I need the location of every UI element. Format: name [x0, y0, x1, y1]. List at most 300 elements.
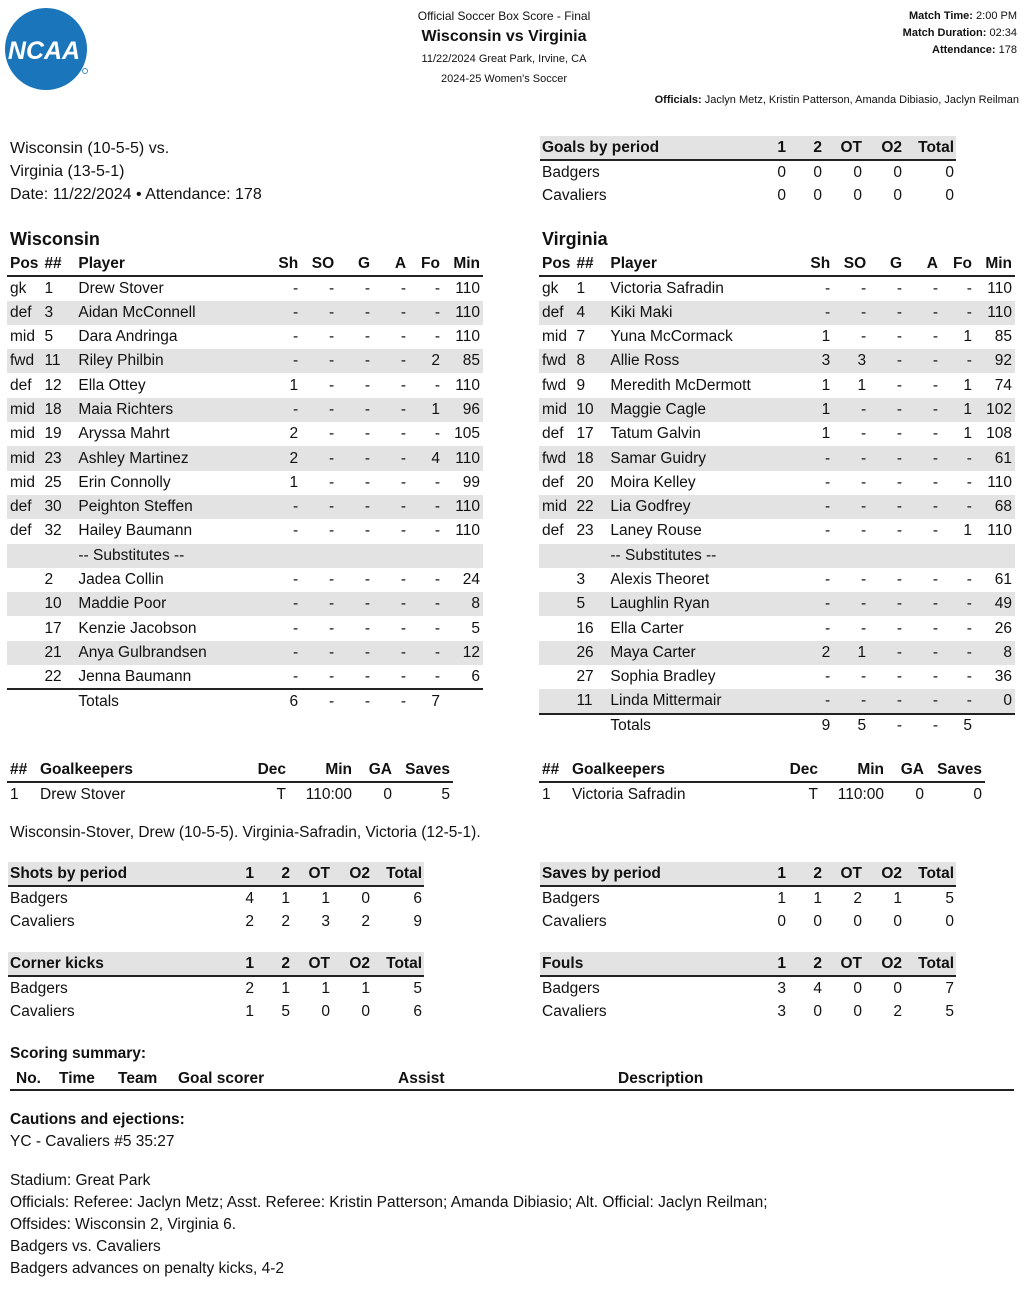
stat-g: -	[337, 495, 373, 519]
total-sh: 6	[261, 689, 301, 713]
period-value: 0	[945, 187, 954, 204]
stat-fo: -	[966, 571, 972, 588]
stat-so: -	[860, 668, 867, 686]
stat-min: 68	[975, 495, 1015, 519]
period-value: 2	[853, 889, 862, 907]
player-name: Laughlin Ryan	[607, 592, 793, 616]
saves-by-period	[540, 862, 956, 934]
stat-g: -	[337, 641, 373, 665]
period-col-2: 2	[256, 862, 292, 886]
stat-g: -	[364, 473, 371, 491]
period-value: 3	[777, 1003, 786, 1020]
gk-dec: T	[808, 785, 818, 803]
period-row-cavaliers	[540, 910, 956, 934]
period-value: 2	[893, 1003, 902, 1020]
gk-min: 110:00	[305, 785, 352, 803]
period-value: 6	[413, 889, 422, 907]
stat-g: -	[364, 376, 371, 394]
period-row-badgers	[540, 886, 956, 910]
period-col-total: Total	[904, 952, 956, 976]
col-goal-scorer: Goal scorer	[178, 1070, 265, 1087]
player-row	[539, 689, 1015, 713]
matchup-home: Wisconsin (10-5-5) vs.	[10, 140, 170, 157]
pos: def	[10, 376, 32, 394]
total-sh: 9	[793, 714, 833, 738]
col-min: Min	[975, 252, 1015, 276]
stat-fo: -	[409, 592, 443, 616]
player-name: Sophia Bradley	[610, 668, 716, 686]
stat-fo: -	[434, 328, 440, 346]
stat-a: -	[932, 425, 938, 443]
stat-g: -	[364, 571, 371, 588]
stat-fo: -	[941, 592, 975, 616]
stat-min: 26	[994, 619, 1012, 637]
stat-a: -	[373, 641, 409, 665]
player-name: Victoria Safradin	[610, 279, 724, 297]
goals-by-period	[540, 136, 956, 208]
player-row	[7, 349, 483, 373]
period-value: 0	[361, 1003, 370, 1020]
period-value: 1	[321, 889, 330, 907]
pos: fwd	[539, 349, 573, 373]
gk-col-ga: GA	[355, 758, 395, 782]
stat-sh: -	[793, 689, 833, 713]
fouls	[540, 952, 956, 1024]
stat-a: -	[373, 398, 409, 422]
period-col-o2: O2	[864, 952, 904, 976]
total-so: 5	[833, 714, 869, 738]
stat-fo: -	[941, 495, 975, 519]
stat-sh: -	[293, 279, 299, 297]
player-row	[7, 616, 483, 640]
stat-a: -	[400, 473, 407, 491]
stat-min: 85	[443, 349, 483, 373]
period-col-total: Total	[372, 862, 424, 886]
period-value: 0	[853, 1003, 862, 1020]
period-col-2: 2	[788, 952, 824, 976]
stat-sh: -	[261, 641, 301, 665]
stat-fo: 1	[941, 398, 975, 422]
stat-so: -	[328, 619, 335, 637]
stat-sh: -	[793, 446, 833, 470]
period-value: 0	[813, 913, 822, 930]
player-name: Yuna McCormack	[610, 328, 733, 346]
jersey-number: 3	[576, 571, 586, 588]
jersey-number: 32	[44, 522, 62, 540]
period-value: 3	[321, 913, 330, 930]
stat-min: 74	[994, 376, 1012, 394]
jersey-number: 2	[44, 571, 54, 588]
player-name: Kiki Maki	[607, 301, 793, 325]
player-name: Aryssa Mahrt	[78, 425, 170, 443]
jersey-number: 19	[44, 425, 62, 443]
stat-min: 110	[455, 376, 480, 394]
goalkeeper-row	[539, 782, 985, 806]
stat-a: -	[932, 619, 938, 637]
stat-sh: -	[793, 592, 833, 616]
period-table-title: Shots by period	[8, 862, 230, 886]
col-so: SO	[833, 252, 869, 276]
period-row-cavaliers	[540, 1000, 956, 1024]
period-value: 4	[245, 889, 254, 907]
period-col-ot: OT	[292, 862, 332, 886]
stat-a: -	[932, 473, 938, 491]
period-col-ot: OT	[292, 952, 332, 976]
stat-fo: -	[409, 641, 443, 665]
period-value: 1	[813, 889, 822, 907]
total-fo: 5	[941, 714, 975, 738]
stat-fo: -	[966, 619, 972, 637]
gk-col-saves: Saves	[395, 758, 453, 782]
col-description: Description	[618, 1070, 704, 1087]
period-col-1: 1	[762, 952, 788, 976]
pos: mid	[10, 328, 35, 346]
box-header-row	[539, 252, 1015, 276]
period-table-title: Saves by period	[540, 862, 762, 886]
stat-min: 36	[994, 668, 1012, 686]
stat-a: -	[400, 522, 407, 540]
corner-kicks	[8, 952, 424, 1024]
stat-so: 1	[833, 641, 869, 665]
substitutes-divider	[7, 544, 483, 568]
player-row	[7, 495, 483, 519]
substitutes-label: -- Substitutes --	[607, 544, 1015, 568]
stat-min: 110	[987, 279, 1012, 297]
period-value: 0	[893, 163, 902, 181]
stat-a: -	[932, 279, 938, 297]
stat-sh: -	[825, 473, 831, 491]
pos: fwd	[539, 446, 573, 470]
stat-so: -	[860, 425, 867, 443]
player-name: Maya Carter	[607, 641, 793, 665]
stat-a: -	[400, 619, 407, 637]
period-value: 9	[413, 913, 422, 930]
pos: mid	[539, 398, 573, 422]
period-col-total: Total	[904, 136, 956, 160]
period-col-1: 1	[762, 136, 788, 160]
stat-sh: 1	[821, 376, 831, 394]
stat-so: -	[328, 667, 335, 685]
player-row	[7, 276, 483, 300]
team-name: Cavaliers	[10, 913, 75, 930]
player-name: Maddie Poor	[75, 592, 261, 616]
period-col-1: 1	[230, 952, 256, 976]
scoring-summary-title: Scoring summary:	[10, 1045, 147, 1062]
stat-g: -	[869, 398, 905, 422]
gk-name: Victoria Safradin	[572, 785, 686, 803]
jersey-number: 23	[41, 446, 75, 470]
officials-header: Officials: Jaclyn Metz, Kristin Patterson, Amanda Dibiasio, Jaclyn Reilman	[654, 94, 1019, 106]
stat-a: -	[932, 376, 938, 394]
stat-so: -	[860, 279, 867, 297]
gk-col-num: ##	[7, 758, 37, 782]
stat-g: -	[896, 522, 903, 540]
stat-g: -	[337, 398, 373, 422]
jersey-number: 18	[41, 398, 75, 422]
stat-min: 110	[987, 473, 1012, 491]
stat-g: -	[869, 689, 905, 713]
player-row	[7, 641, 483, 665]
stat-min: 102	[975, 398, 1015, 422]
logo-text: NCAA	[7, 37, 81, 65]
stat-fo: -	[434, 279, 440, 297]
period-value: 4	[813, 979, 822, 997]
period-row-cavaliers	[540, 184, 956, 208]
stat-so: -	[833, 446, 869, 470]
col-pos: Pos	[7, 252, 41, 276]
period-value: 0	[777, 913, 786, 930]
period-value: 6	[413, 1003, 422, 1020]
stat-so: -	[301, 592, 337, 616]
totals-label: Totals	[607, 714, 793, 738]
team-name: Badgers	[542, 163, 600, 181]
team-name: Cavaliers	[542, 913, 607, 930]
period-col-ot: OT	[824, 862, 864, 886]
matchup-away: Virginia (13-5-1)	[10, 163, 125, 180]
match-duration: Match Duration: 02:34	[902, 27, 1017, 39]
gk-ga: 0	[383, 785, 392, 803]
away-box-score	[539, 252, 1015, 738]
pos: def	[7, 495, 41, 519]
gk-col-ga: GA	[887, 758, 927, 782]
stat-min: 110	[443, 495, 483, 519]
stat-a: -	[400, 328, 407, 346]
jersey-number: 11	[573, 689, 607, 713]
stat-a: -	[905, 301, 941, 325]
stat-so: -	[860, 522, 867, 540]
col-sh: Sh	[793, 252, 833, 276]
stat-sh: -	[261, 592, 301, 616]
stat-sh: -	[793, 301, 833, 325]
stat-sh: -	[293, 522, 299, 540]
player-row	[539, 665, 1015, 689]
period-value: 1	[777, 889, 786, 907]
period-col-2: 2	[788, 862, 824, 886]
player-row	[539, 641, 1015, 665]
period-value: 7	[945, 979, 954, 997]
stat-sh: -	[261, 495, 301, 519]
stat-min: 110	[987, 522, 1012, 540]
period-col-o2: O2	[332, 862, 372, 886]
caution-item: YC - Cavaliers #5 35:27	[10, 1133, 175, 1150]
jersey-number: 20	[576, 473, 594, 491]
stat-so: -	[860, 473, 867, 491]
stat-sh: -	[825, 522, 831, 540]
stat-sh: -	[261, 398, 301, 422]
stat-sh: -	[825, 279, 831, 297]
pos: def	[542, 473, 564, 491]
stat-min: 110	[455, 328, 480, 346]
player-name: Allie Ross	[607, 349, 793, 373]
stat-a: -	[373, 495, 409, 519]
pos: def	[7, 301, 41, 325]
period-value: 1	[245, 1003, 254, 1020]
stat-sh: -	[825, 668, 831, 686]
gk-header-row	[539, 758, 985, 782]
pos: mid	[10, 425, 35, 443]
stat-so: -	[860, 571, 867, 588]
player-name: Laney Rouse	[610, 522, 702, 540]
col-g: G	[337, 252, 373, 276]
substitutes-divider	[539, 544, 1015, 568]
stat-sh: -	[261, 301, 301, 325]
team-name: Badgers	[10, 979, 68, 997]
stat-fo: -	[434, 571, 440, 588]
stat-fo: -	[941, 349, 975, 373]
stat-sh: 1	[289, 473, 299, 491]
period-value: 5	[281, 1003, 290, 1020]
player-name: Ashley Martinez	[75, 446, 261, 470]
period-value: 2	[361, 913, 370, 930]
period-col-o2: O2	[864, 136, 904, 160]
stat-so: -	[328, 425, 335, 443]
stat-fo: -	[434, 376, 440, 394]
pos: mid	[539, 495, 573, 519]
pos	[7, 616, 41, 640]
stat-fo: -	[941, 446, 975, 470]
player-row	[7, 422, 483, 446]
stat-g: -	[337, 592, 373, 616]
stat-g: -	[869, 641, 905, 665]
player-name: Lia Godfrey	[607, 495, 793, 519]
player-name: Tatum Galvin	[610, 425, 701, 443]
stat-min: 110	[975, 301, 1015, 325]
player-name: Erin Connolly	[78, 473, 171, 491]
stat-min: 110	[443, 446, 483, 470]
period-row-badgers	[8, 886, 424, 910]
period-value: 0	[813, 187, 822, 204]
pos: gk	[542, 279, 559, 297]
attendance: Attendance: 178	[932, 44, 1017, 56]
period-value: 0	[321, 1003, 330, 1020]
jersey-number: 1	[44, 279, 54, 297]
stat-a: -	[905, 592, 941, 616]
pos: mid	[10, 473, 35, 491]
stat-min: 108	[986, 425, 1012, 443]
stat-fo: 1	[963, 522, 972, 540]
period-col-ot: OT	[824, 952, 864, 976]
player-row	[7, 471, 483, 495]
cautions-title: Cautions and ejections:	[10, 1111, 185, 1128]
period-header-row	[540, 862, 956, 886]
player-row	[539, 301, 1015, 325]
period-value: 0	[361, 889, 370, 907]
stat-g: -	[896, 619, 903, 637]
match-info	[903, 8, 1017, 59]
stat-sh: -	[793, 495, 833, 519]
col-min: Min	[443, 252, 483, 276]
period-col-ot: OT	[824, 136, 864, 160]
period-value: 2	[245, 979, 254, 997]
total-a: -	[905, 714, 941, 738]
stat-g: -	[896, 571, 903, 588]
stat-fo: 2	[409, 349, 443, 373]
match-time: Match Time: 2:00 PM	[908, 10, 1017, 22]
stat-a: -	[932, 571, 938, 588]
jersey-number: 7	[576, 328, 586, 346]
pos: fwd	[7, 349, 41, 373]
period-value: 0	[893, 979, 902, 997]
pos	[539, 616, 573, 640]
period-header-row	[540, 136, 956, 160]
stat-a: -	[373, 592, 409, 616]
stat-g: -	[337, 446, 373, 470]
player-name: Jenna Baumann	[78, 667, 192, 685]
total-so: -	[301, 689, 337, 713]
totals-label: Totals	[75, 689, 261, 713]
period-value: 2	[245, 913, 254, 930]
stat-min: 105	[454, 425, 480, 443]
away-goalkeepers	[539, 758, 985, 806]
pos: mid	[542, 328, 567, 346]
player-row	[539, 349, 1015, 373]
stat-a: -	[400, 425, 407, 443]
jersey-number: 5	[573, 592, 607, 616]
jersey-number: 10	[41, 592, 75, 616]
stat-sh: 1	[821, 328, 831, 346]
stat-a: -	[400, 376, 407, 394]
away-team-title: Virginia	[542, 229, 608, 249]
col-time: Time	[59, 1070, 95, 1087]
gk-col-goalkeepers: Goalkeepers	[37, 758, 237, 782]
stat-sh: -	[293, 328, 299, 346]
stat-g: -	[869, 446, 905, 470]
period-value: 0	[945, 913, 954, 930]
player-row	[7, 519, 483, 543]
stat-g: -	[896, 425, 903, 443]
jersey-number: 22	[44, 667, 62, 685]
player-name: Maggie Cagle	[607, 398, 793, 422]
player-name: Ella Carter	[610, 619, 684, 637]
player-row	[539, 422, 1015, 446]
stat-a: -	[932, 328, 938, 346]
col-num: ##	[41, 252, 75, 276]
player-row	[7, 325, 483, 349]
gk-col-min: Min	[289, 758, 355, 782]
jersey-number: 12	[44, 376, 62, 394]
team-name: Badgers	[542, 979, 600, 997]
goalkeeper-row	[7, 782, 453, 806]
period-value: 1	[281, 889, 290, 907]
stat-fo: -	[966, 279, 972, 297]
stat-min: 61	[994, 571, 1012, 588]
gk-saves: 0	[973, 785, 982, 803]
pos	[539, 641, 573, 665]
col-sh: Sh	[261, 252, 301, 276]
stat-g: -	[869, 592, 905, 616]
player-row	[539, 495, 1015, 519]
team-name: Badgers	[10, 889, 68, 907]
stat-sh: 2	[289, 425, 299, 443]
goalkeeper-records: Wisconsin-Stover, Drew (10-5-5). Virginia-Safradin, Victoria (12-5-1).	[10, 824, 481, 841]
pos: def	[10, 522, 32, 540]
stat-so: -	[328, 571, 335, 588]
period-value: 1	[281, 979, 290, 997]
stat-fo: 1	[963, 425, 972, 443]
period-table-title: Corner kicks	[8, 952, 230, 976]
period-value: 0	[853, 163, 862, 181]
stat-a: -	[932, 522, 938, 540]
stat-g: -	[364, 619, 371, 637]
jersey-number: 16	[576, 619, 594, 637]
pos: def	[539, 301, 573, 325]
stat-so: -	[301, 398, 337, 422]
stat-so: -	[860, 328, 867, 346]
player-name: Anya Gulbrandsen	[75, 641, 261, 665]
stat-g: -	[364, 279, 371, 297]
home-box-score	[7, 252, 483, 714]
stat-a: -	[905, 641, 941, 665]
